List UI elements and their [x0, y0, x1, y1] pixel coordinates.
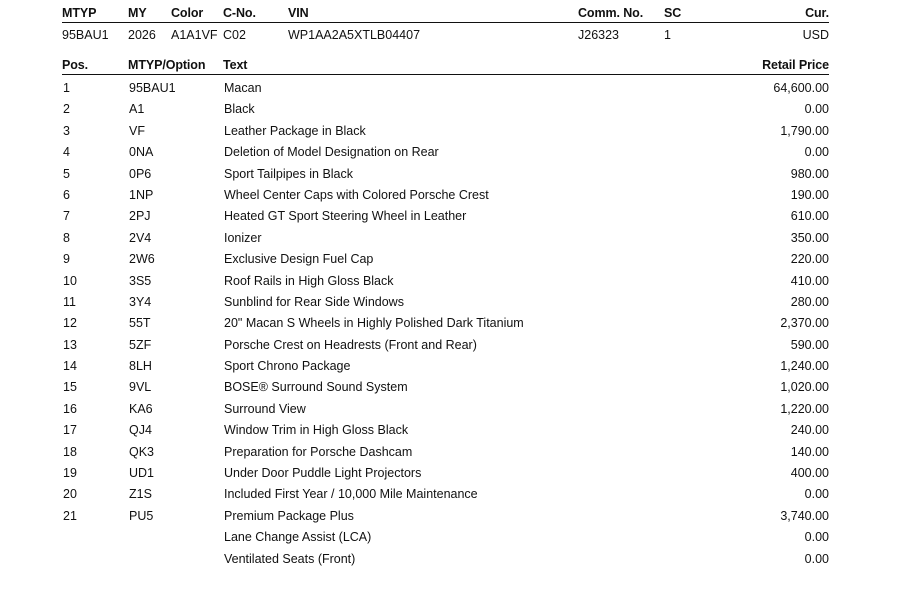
retail-price-cell: 610.00: [790, 209, 829, 224]
option-text-cell: Sport Chrono Package: [224, 359, 351, 374]
table-row: [0, 101, 899, 122]
option-text-cell: Porsche Crest on Headrests (Front and Rear): [224, 337, 477, 352]
retail-price-cell: 0.00: [804, 551, 829, 566]
table-row: [0, 123, 899, 144]
option-text-cell: Macan: [224, 81, 262, 95]
option-text-cell: Sunblind for Rear Side Windows: [224, 294, 404, 309]
retail-price-cell: 980.00: [790, 166, 829, 181]
option-code-cell: 2W6: [129, 252, 155, 267]
retail-price-cell: 350.00: [790, 230, 829, 245]
retail-price-cell: 1,240.00: [780, 359, 829, 374]
position-cell: 1: [63, 81, 70, 95]
option-text-cell: Leather Package in Black: [224, 123, 366, 138]
color-value: A1A1VF: [171, 28, 218, 42]
mtyp-header: MTYP: [62, 6, 97, 20]
position-cell: 19: [63, 466, 77, 481]
text-header: Text: [223, 58, 248, 72]
position-cell: 3: [63, 123, 70, 138]
option-text-cell: Exclusive Design Fuel Cap: [224, 252, 374, 267]
options-table-body: [0, 80, 899, 572]
retail-price-cell: 190.00: [790, 187, 829, 202]
option-text-cell: 20" Macan S Wheels in Highly Polished Dark Titanium: [224, 316, 524, 331]
options-header-divider: [62, 74, 829, 75]
options-header-row: [0, 58, 899, 76]
option-code-cell: Z1S: [129, 487, 152, 502]
position-cell: 7: [63, 209, 70, 224]
table-row: [0, 294, 899, 315]
option-code-cell: 1NP: [129, 187, 154, 202]
option-text-cell: Roof Rails in High Gloss Black: [224, 273, 394, 288]
my-header: MY: [128, 6, 147, 20]
sc-value: 1: [664, 28, 671, 42]
position-cell: 21: [63, 508, 77, 523]
option-code-cell: UD1: [129, 466, 155, 481]
sc-header: SC: [664, 6, 682, 20]
retail-price-cell: 64,600.00: [773, 81, 829, 95]
retail-price-cell: 140.00: [790, 444, 829, 459]
option-header: MTYP/Option: [128, 58, 206, 72]
option-text-cell: Black: [224, 102, 255, 117]
option-text-cell: Wheel Center Caps with Colored Porsche Crest: [224, 187, 489, 202]
table-row: [0, 230, 899, 251]
table-row: [0, 80, 899, 101]
option-code-cell: 0NA: [129, 145, 154, 160]
currency-value: USD: [802, 28, 829, 42]
comm-no-value: J26323: [578, 28, 620, 42]
model-year-value: 2026: [128, 28, 156, 42]
option-text-cell: Heated GT Sport Steering Wheel in Leather: [224, 209, 467, 224]
position-cell: 2: [63, 102, 70, 117]
position-cell: 18: [63, 444, 77, 459]
retail-price-header: Retail Price: [762, 58, 829, 72]
position-cell: 12: [63, 316, 77, 331]
position-cell: 16: [63, 401, 77, 416]
option-code-cell: PU5: [129, 508, 154, 523]
table-row: [0, 379, 899, 400]
cno-value: C02: [223, 28, 246, 42]
table-row: [0, 551, 899, 572]
option-text-cell: Surround View: [224, 401, 306, 416]
table-row: [0, 337, 899, 358]
retail-price-cell: 0.00: [804, 145, 829, 160]
option-code-cell: 3Y4: [129, 294, 152, 309]
position-cell: 11: [63, 294, 76, 309]
table-row: [0, 315, 899, 336]
retail-price-cell: 0.00: [804, 102, 829, 117]
table-row: [0, 166, 899, 187]
retail-price-cell: 280.00: [790, 294, 829, 309]
option-code-cell: 8LH: [129, 359, 152, 374]
table-row: [0, 273, 899, 294]
vin-value: WP1AA2A5XTLB04407: [288, 28, 421, 42]
option-code-cell: 95BAU1: [129, 81, 176, 95]
vehicle-values-row: [0, 28, 899, 46]
position-cell: 6: [63, 187, 70, 202]
option-text-cell: Under Door Puddle Light Projectors: [224, 466, 422, 481]
retail-price-cell: 0.00: [804, 487, 829, 502]
retail-price-cell: 590.00: [790, 337, 829, 352]
position-cell: 20: [63, 487, 77, 502]
option-code-cell: 2PJ: [129, 209, 151, 224]
option-code-cell: A1: [129, 102, 145, 117]
option-text-cell: Lane Change Assist (LCA): [224, 530, 372, 545]
cno-header: C-No.: [223, 6, 256, 20]
option-code-cell: 2V4: [129, 230, 152, 245]
position-cell: 15: [63, 380, 77, 395]
table-row: [0, 465, 899, 486]
color-header: Color: [171, 6, 204, 20]
option-code-cell: QJ4: [129, 423, 152, 438]
table-row: [0, 529, 899, 550]
option-text-cell: Preparation for Porsche Dashcam: [224, 444, 413, 459]
pos-header: Pos.: [62, 58, 88, 72]
retail-price-cell: 2,370.00: [780, 316, 829, 331]
option-text-cell: Premium Package Plus: [224, 508, 354, 523]
table-row: [0, 358, 899, 379]
comm-no-header: Comm. No.: [578, 6, 644, 20]
position-cell: 14: [63, 359, 77, 374]
table-row: [0, 444, 899, 465]
retail-price-cell: 240.00: [790, 423, 829, 438]
option-code-cell: 0P6: [129, 166, 152, 181]
table-row: [0, 144, 899, 165]
option-text-cell: BOSE® Surround Sound System: [224, 380, 408, 395]
table-row: [0, 251, 899, 272]
option-text-cell: Ventilated Seats (Front): [224, 551, 356, 566]
retail-price-cell: 0.00: [804, 530, 829, 545]
position-cell: 13: [63, 337, 77, 352]
table-row: [0, 187, 899, 208]
option-code-cell: 55T: [129, 316, 151, 331]
position-cell: 10: [63, 273, 77, 288]
retail-price-cell: 400.00: [790, 466, 829, 481]
option-code-cell: KA6: [129, 401, 153, 416]
option-code-cell: QK3: [129, 444, 155, 459]
position-cell: 17: [63, 423, 77, 438]
option-code-cell: VF: [129, 123, 145, 138]
position-cell: 9: [63, 252, 70, 267]
retail-price-cell: 220.00: [790, 252, 829, 267]
table-row: [0, 422, 899, 443]
retail-price-cell: 3,740.00: [780, 508, 829, 523]
option-text-cell: Window Trim in High Gloss Black: [224, 423, 409, 438]
retail-price-cell: 1,220.00: [780, 401, 829, 416]
option-code-cell: 9VL: [129, 380, 152, 395]
position-cell: 8: [63, 230, 70, 245]
position-cell: 4: [63, 145, 70, 160]
vin-header: VIN: [288, 6, 309, 20]
option-text-cell: Ionizer: [224, 230, 262, 245]
header-divider: [62, 22, 829, 23]
currency-header: Cur.: [805, 6, 829, 20]
table-row: [0, 486, 899, 507]
option-text-cell: Sport Tailpipes in Black: [224, 166, 354, 181]
retail-price-cell: 410.00: [790, 273, 829, 288]
option-code-cell: 5ZF: [129, 337, 152, 352]
retail-price-cell: 1,020.00: [780, 380, 829, 395]
table-row: [0, 208, 899, 229]
position-cell: 5: [63, 166, 70, 181]
mtyp-value: 95BAU1: [62, 28, 109, 42]
vehicle-header-row: [0, 6, 899, 24]
retail-price-cell: 1,790.00: [780, 123, 829, 138]
option-text-cell: Included First Year / 10,000 Mile Maintenance: [224, 487, 478, 502]
table-row: [0, 508, 899, 529]
option-text-cell: Deletion of Model Designation on Rear: [224, 145, 439, 160]
table-row: [0, 401, 899, 422]
option-code-cell: 3S5: [129, 273, 152, 288]
